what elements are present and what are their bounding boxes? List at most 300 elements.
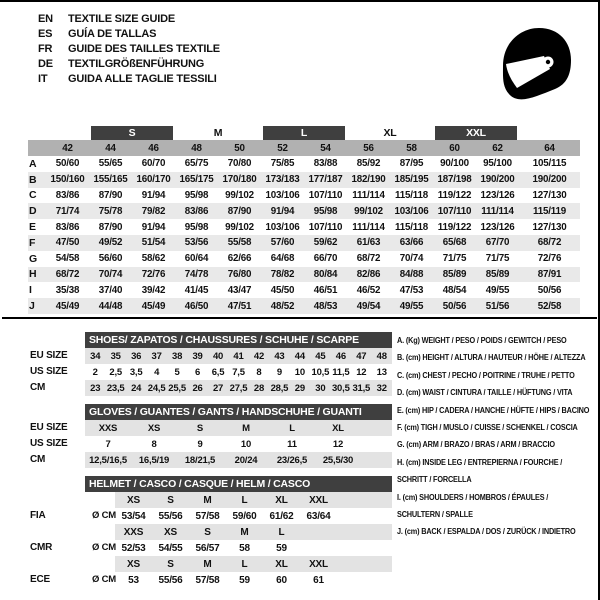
table-cell: S bbox=[196, 422, 204, 434]
table-cell: 34 bbox=[90, 350, 101, 362]
diameter-unit-label: Ø CM bbox=[92, 574, 117, 585]
table-cell: 111/114 bbox=[352, 189, 385, 201]
table-cell: 59 bbox=[239, 574, 250, 586]
table-cell: 9 bbox=[276, 366, 282, 378]
table-cell: 55/58 bbox=[227, 237, 252, 249]
language-title: GUÍA DE TALLAS bbox=[68, 28, 157, 40]
measurement-legend bbox=[397, 332, 588, 541]
table-cell: 48/54 bbox=[442, 284, 467, 296]
row-key: E bbox=[29, 221, 36, 234]
language-list bbox=[38, 12, 220, 87]
table-cell: 182/190 bbox=[351, 174, 386, 186]
legend-line: D. (cm) WAIST / CINTURA / TAILLE / HÜFTUNG / VITA bbox=[397, 387, 573, 398]
size-header-cell: XS bbox=[164, 526, 177, 538]
value-band bbox=[115, 508, 392, 524]
table-cell: 190/200 bbox=[480, 174, 515, 186]
table-cell: 30,5 bbox=[331, 382, 350, 394]
value-band bbox=[85, 364, 392, 380]
table-cell: 37 bbox=[151, 350, 162, 362]
row-key: J bbox=[29, 300, 35, 313]
table-cell: 53/56 bbox=[184, 237, 209, 249]
legend-item bbox=[397, 384, 588, 401]
value-band bbox=[85, 452, 392, 468]
language-code: ES bbox=[38, 28, 53, 40]
legend-item bbox=[397, 489, 588, 524]
table-cell: 91/94 bbox=[141, 189, 166, 201]
table-cell: 65/68 bbox=[442, 237, 467, 249]
row-label: CM bbox=[30, 454, 46, 465]
table-cell: 45/49 bbox=[141, 300, 166, 312]
size-header-cell: 56 bbox=[363, 142, 374, 154]
table-cell: 57/58 bbox=[195, 574, 220, 586]
table-cell: 61/63 bbox=[356, 237, 381, 249]
size-header-cell: 54 bbox=[320, 142, 331, 154]
table-row bbox=[0, 556, 600, 572]
table-cell: 54/55 bbox=[158, 542, 183, 554]
legend-item bbox=[397, 402, 588, 419]
table-cell: 36 bbox=[131, 350, 142, 362]
table-cell: 45/49 bbox=[55, 300, 80, 312]
table-cell: 51/54 bbox=[141, 237, 166, 249]
size-header-cell: L bbox=[241, 558, 248, 570]
table-cell: 47/53 bbox=[399, 284, 424, 296]
row-label: CMR bbox=[30, 542, 53, 553]
language-title: TEXTILGRÖßENFÜHRUNG bbox=[68, 58, 205, 70]
table-cell: 190/200 bbox=[532, 174, 567, 186]
row-label: EU SIZE bbox=[30, 350, 68, 361]
table-cell: 170/180 bbox=[222, 174, 257, 186]
table-cell: 150/160 bbox=[50, 174, 85, 186]
table-cell: 45 bbox=[315, 350, 326, 362]
textile-size-row bbox=[28, 140, 580, 156]
table-cell: 46/52 bbox=[356, 284, 381, 296]
language-code: EN bbox=[38, 13, 53, 25]
table-cell: 160/170 bbox=[136, 174, 171, 186]
table-cell: 60 bbox=[276, 574, 287, 586]
size-header-cell: XXL bbox=[309, 558, 328, 570]
table-cell: 115/118 bbox=[395, 189, 428, 201]
table-cell: 55/56 bbox=[158, 574, 183, 586]
legend-item bbox=[397, 436, 588, 453]
table-cell: 68/72 bbox=[537, 237, 562, 249]
table-cell: 119/122 bbox=[437, 221, 472, 233]
table-cell: 61/62 bbox=[269, 510, 294, 522]
row-key: I bbox=[29, 284, 32, 297]
table-cell: 72/76 bbox=[537, 253, 562, 265]
table-cell: 24 bbox=[131, 382, 142, 394]
table-cell: 67/70 bbox=[485, 237, 510, 249]
table-cell: 95/98 bbox=[313, 205, 338, 217]
size-group-label: XL bbox=[383, 127, 397, 139]
table-cell: 39 bbox=[192, 350, 203, 362]
language-row bbox=[38, 12, 220, 27]
table-cell: 105/115 bbox=[532, 158, 567, 170]
table-cell: 56/60 bbox=[98, 253, 123, 265]
value-band bbox=[115, 540, 392, 556]
table-cell: 127/130 bbox=[532, 189, 567, 201]
table-cell: 51/56 bbox=[485, 300, 510, 312]
table-cell: 83/86 bbox=[184, 205, 209, 217]
size-group-label: L bbox=[263, 126, 345, 140]
table-cell: 71/75 bbox=[442, 253, 467, 265]
table-cell: 2 bbox=[92, 366, 98, 378]
table-cell: 27 bbox=[212, 382, 224, 394]
table-cell: 66/70 bbox=[313, 253, 338, 265]
table-cell: 2,5 bbox=[109, 366, 122, 378]
table-cell: 16,5/19 bbox=[138, 454, 170, 466]
size-header-cell: M bbox=[240, 526, 249, 538]
table-cell: 29 bbox=[294, 382, 305, 394]
table-cell: 59 bbox=[276, 542, 287, 554]
value-band bbox=[85, 436, 392, 452]
table-cell: 78/82 bbox=[270, 268, 295, 280]
table-cell: 8 bbox=[151, 438, 157, 450]
group-spacer bbox=[28, 126, 89, 140]
shoes-table-title: SHOES/ ZAPATOS / CHAUSSURES / SCHUHE / SCARPE bbox=[85, 332, 392, 348]
table-cell: 49/54 bbox=[356, 300, 381, 312]
table-cell: 11 bbox=[287, 438, 297, 450]
table-cell: 83/86 bbox=[55, 189, 80, 201]
table-cell: 57/58 bbox=[195, 510, 220, 522]
language-row bbox=[38, 42, 220, 57]
table-cell: 49/52 bbox=[98, 237, 123, 249]
size-header-cell: XL bbox=[275, 558, 288, 570]
diameter-unit-label: Ø CM bbox=[92, 542, 117, 553]
row-key: D bbox=[29, 205, 37, 218]
language-title: GUIDE DES TAILLES TEXTILE bbox=[68, 43, 220, 55]
table-cell: 99/102 bbox=[354, 205, 383, 217]
row-key: H bbox=[29, 268, 37, 281]
table-cell: 75/78 bbox=[98, 205, 123, 217]
table-cell: 39/42 bbox=[141, 284, 166, 296]
table-cell: 90/100 bbox=[440, 158, 469, 170]
table-cell: 59/62 bbox=[313, 237, 338, 249]
table-cell: 38 bbox=[172, 350, 183, 362]
table-cell: 35 bbox=[110, 350, 121, 362]
size-header-cell: 50 bbox=[234, 142, 245, 154]
table-cell: 53 bbox=[128, 574, 139, 586]
table-cell: 115/119 bbox=[533, 205, 566, 217]
group-spacer bbox=[519, 126, 580, 140]
table-cell: 87/95 bbox=[399, 158, 424, 170]
table-row bbox=[0, 540, 600, 556]
table-cell: L bbox=[289, 422, 295, 434]
value-band bbox=[85, 380, 392, 396]
table-cell: 123/126 bbox=[480, 221, 515, 233]
table-cell: 87/91 bbox=[537, 268, 562, 280]
table-cell: 50/56 bbox=[442, 300, 467, 312]
table-cell: 23/26,5 bbox=[276, 454, 308, 466]
legend-line: H. (cm) INSIDE LEG / ENTREPIERNA / FOURCHE / bbox=[397, 456, 563, 467]
row-key: A bbox=[29, 157, 37, 170]
table-cell: 185/195 bbox=[394, 174, 429, 186]
table-cell: 82/86 bbox=[356, 268, 381, 280]
table-row bbox=[28, 156, 580, 172]
table-row bbox=[0, 572, 600, 588]
table-cell: 68/72 bbox=[356, 253, 381, 265]
table-cell: 47/51 bbox=[227, 300, 252, 312]
table-cell: 10 bbox=[240, 438, 252, 450]
textile-body bbox=[28, 156, 580, 314]
language-code: DE bbox=[38, 58, 53, 70]
table-cell: 42 bbox=[253, 350, 265, 362]
size-header-cell: 48 bbox=[191, 142, 202, 154]
table-row bbox=[28, 282, 580, 298]
legend-item bbox=[397, 367, 588, 384]
table-cell: 75/85 bbox=[270, 158, 295, 170]
table-cell: 40 bbox=[212, 350, 224, 362]
size-header-cell: XS bbox=[127, 558, 140, 570]
table-cell: 44/48 bbox=[98, 300, 123, 312]
row-label: EU SIZE bbox=[30, 422, 68, 433]
size-group-label: XXL bbox=[435, 126, 517, 140]
table-cell: 173/183 bbox=[265, 174, 300, 186]
table-cell: 45/50 bbox=[270, 284, 295, 296]
size-header-cell: S bbox=[204, 526, 211, 538]
table-cell: 177/187 bbox=[308, 174, 343, 186]
legend-line: I. (cm) SHOULDERS / HOMBROS / ÉPAULES / bbox=[397, 491, 549, 502]
table-cell: 56/57 bbox=[195, 542, 220, 554]
size-header-cell: 52 bbox=[277, 142, 288, 154]
row-key: C bbox=[29, 189, 37, 202]
table-cell: 27,5 bbox=[229, 382, 248, 394]
table-cell: 119/122 bbox=[437, 189, 472, 201]
table-cell: 103/106 bbox=[265, 189, 300, 201]
table-cell: 23,5 bbox=[106, 382, 125, 394]
table-cell: 5 bbox=[174, 366, 180, 378]
size-header-cell: 42 bbox=[62, 142, 73, 154]
table-cell: 71/74 bbox=[55, 205, 80, 217]
table-cell: 7,5 bbox=[232, 366, 245, 378]
table-cell: 111/114 bbox=[352, 221, 385, 233]
table-row bbox=[28, 251, 580, 267]
language-title: TEXTILE SIZE GUIDE bbox=[68, 13, 176, 25]
table-cell: 50/60 bbox=[55, 158, 80, 170]
table-cell: 72/76 bbox=[141, 268, 166, 280]
legend-line: A. (Kg) WEIGHT / PESO / POIDS / GEWITCH / PESO bbox=[397, 335, 567, 345]
table-cell: 49/55 bbox=[485, 284, 510, 296]
size-header-cell: S bbox=[167, 558, 174, 570]
table-cell: 71/75 bbox=[485, 253, 510, 265]
table-cell: 37/40 bbox=[98, 284, 123, 296]
table-cell: 25,5/30 bbox=[322, 454, 354, 466]
table-cell: 12 bbox=[332, 438, 344, 450]
textile-group-row bbox=[28, 126, 580, 140]
size-band bbox=[115, 524, 392, 540]
table-cell: 95/98 bbox=[184, 221, 209, 233]
table-cell: 70/74 bbox=[399, 253, 424, 265]
size-header-cell: 60 bbox=[449, 142, 460, 154]
size-header-cell: L bbox=[241, 494, 248, 506]
size-header-cell: 62 bbox=[492, 142, 503, 154]
table-cell: 103/106 bbox=[265, 221, 300, 233]
table-cell: 91/94 bbox=[141, 221, 166, 233]
legend-line: B. (cm) HEIGHT / ALTURA / HAUTEUR / HÖHE / ALTEZZA bbox=[397, 352, 586, 363]
table-cell: 70/80 bbox=[227, 158, 252, 170]
table-cell: 28 bbox=[253, 382, 265, 394]
table-cell: 84/88 bbox=[399, 268, 424, 280]
table-cell: 62/66 bbox=[227, 253, 252, 265]
size-header-cell: L bbox=[278, 526, 285, 538]
table-cell: 87/90 bbox=[227, 205, 252, 217]
size-header-cell: 44 bbox=[105, 142, 116, 154]
table-cell: 7 bbox=[105, 438, 111, 450]
table-cell: 48/52 bbox=[270, 300, 295, 312]
textile-size-table bbox=[28, 126, 580, 314]
language-code: FR bbox=[38, 43, 53, 55]
table-cell: 48/53 bbox=[313, 300, 338, 312]
table-cell: 187/198 bbox=[437, 174, 472, 186]
value-band bbox=[85, 348, 392, 364]
table-cell: 35/38 bbox=[55, 284, 80, 296]
section-divider bbox=[2, 317, 597, 319]
table-cell: 115/118 bbox=[395, 221, 428, 233]
table-row bbox=[28, 235, 580, 251]
table-cell: 30 bbox=[315, 382, 326, 394]
value-band bbox=[115, 572, 392, 588]
row-key: B bbox=[29, 173, 37, 186]
table-cell: 85/89 bbox=[485, 268, 510, 280]
table-cell: 58/62 bbox=[141, 253, 166, 265]
table-cell: 32 bbox=[376, 382, 387, 394]
table-cell: 61 bbox=[313, 574, 324, 586]
table-cell: 46/51 bbox=[313, 284, 338, 296]
language-row bbox=[38, 27, 220, 42]
size-header-cell: S bbox=[167, 494, 174, 506]
table-cell: 99/102 bbox=[225, 221, 254, 233]
table-row bbox=[28, 188, 580, 204]
table-cell: 83/86 bbox=[55, 221, 80, 233]
table-cell: 9 bbox=[197, 438, 203, 450]
table-cell: 65/75 bbox=[184, 158, 209, 170]
table-cell: XS bbox=[147, 422, 161, 434]
table-cell: 76/80 bbox=[227, 268, 252, 280]
size-group-label: M bbox=[213, 127, 223, 139]
table-cell: 6,5 bbox=[211, 366, 225, 378]
legend-line: J. (cm) BACK / ESPALDA / DOS / ZURÜCK / INDIETRO bbox=[397, 526, 576, 537]
language-title: GUIDA ALLE TAGLIE TESSILI bbox=[68, 73, 217, 85]
table-cell: 55/65 bbox=[98, 158, 123, 170]
legend-item bbox=[397, 454, 588, 489]
table-cell: 43/47 bbox=[227, 284, 252, 296]
table-cell: 107/110 bbox=[308, 189, 343, 201]
table-cell: 95/98 bbox=[184, 189, 209, 201]
table-cell: 10 bbox=[294, 366, 305, 378]
size-group-label: S bbox=[91, 126, 173, 140]
legend-item bbox=[397, 349, 588, 366]
table-cell: 58 bbox=[239, 542, 250, 554]
table-cell: 4 bbox=[154, 366, 160, 378]
table-cell: M bbox=[242, 422, 250, 434]
legend-line: E. (cm) HIP / CADERA / HANCHE / HÜFTE / HIPS / BACINO bbox=[397, 404, 590, 415]
table-row bbox=[28, 267, 580, 283]
table-cell: 24,5 bbox=[147, 382, 166, 394]
table-cell: 28,5 bbox=[270, 382, 289, 394]
table-cell: 52/53 bbox=[121, 542, 146, 554]
table-cell: 95/100 bbox=[483, 158, 512, 170]
language-code: IT bbox=[38, 73, 48, 85]
table-cell: 53/54 bbox=[121, 510, 146, 522]
size-header-cell: 46 bbox=[148, 142, 159, 154]
table-cell: 12,5/16,5 bbox=[89, 454, 127, 466]
legend-item bbox=[397, 523, 588, 540]
row-key: G bbox=[29, 252, 37, 265]
table-cell: 64/68 bbox=[270, 253, 295, 265]
row-label: ECE bbox=[30, 574, 50, 585]
table-cell: 48 bbox=[376, 350, 387, 362]
legend-item bbox=[397, 332, 588, 349]
legend-line: G. (cm) ARM / BRAZO / BRAS / ARM / BRACCIO bbox=[397, 439, 555, 450]
table-cell: 41/45 bbox=[184, 284, 209, 296]
value-band bbox=[85, 420, 392, 436]
row-label: FIA bbox=[30, 510, 46, 521]
table-cell: XL bbox=[332, 422, 344, 434]
table-cell: 11,5 bbox=[332, 366, 350, 378]
table-cell: 47 bbox=[356, 350, 367, 362]
language-row bbox=[38, 72, 220, 87]
table-cell: 20/24 bbox=[234, 454, 258, 466]
table-row bbox=[28, 203, 580, 219]
size-header-cell: XL bbox=[275, 494, 288, 506]
table-cell: 55/56 bbox=[158, 510, 183, 522]
table-cell: 57/60 bbox=[270, 237, 295, 249]
table-cell: 26 bbox=[192, 382, 203, 394]
size-header-cell: M bbox=[203, 558, 212, 570]
table-cell: 79/82 bbox=[141, 205, 166, 217]
table-cell: 85/89 bbox=[442, 268, 467, 280]
table-row bbox=[28, 219, 580, 235]
table-cell: 83/88 bbox=[313, 158, 338, 170]
legend-line: F. (cm) TIGH / MUSLO / CUISSE / SCHENKEL / COSCIA bbox=[397, 422, 578, 433]
table-cell: 31,5 bbox=[352, 382, 371, 394]
table-cell: 85/92 bbox=[356, 158, 381, 170]
row-label: CM bbox=[30, 382, 46, 393]
table-cell: 54/58 bbox=[55, 253, 80, 265]
table-cell: 23 bbox=[90, 382, 101, 394]
table-cell: 13 bbox=[376, 366, 387, 378]
table-cell: XXS bbox=[98, 422, 118, 434]
legend-line: SCHRITT / FORCELLA bbox=[397, 474, 472, 485]
table-cell: 63/64 bbox=[306, 510, 331, 522]
table-cell: 87/90 bbox=[98, 221, 123, 233]
table-cell: 43 bbox=[274, 350, 285, 362]
table-cell: 46 bbox=[335, 350, 346, 362]
table-cell: 70/74 bbox=[98, 268, 123, 280]
table-cell: 107/110 bbox=[308, 221, 343, 233]
legend-item bbox=[397, 419, 588, 436]
diameter-unit-label: Ø CM bbox=[92, 510, 117, 521]
table-cell: 63/66 bbox=[399, 237, 424, 249]
table-cell: 127/130 bbox=[532, 221, 567, 233]
table-cell: 60/70 bbox=[141, 158, 166, 170]
legend-line: SCHULTERN / SPALLE bbox=[397, 509, 473, 520]
table-cell: 52/58 bbox=[537, 300, 562, 312]
table-cell: 74/78 bbox=[184, 268, 209, 280]
table-cell: 10,5 bbox=[311, 366, 330, 378]
table-cell: 111/114 bbox=[481, 205, 514, 217]
table-cell: 60/64 bbox=[184, 253, 209, 265]
table-cell: 123/126 bbox=[480, 189, 515, 201]
table-row bbox=[28, 298, 580, 314]
table-cell: 44 bbox=[294, 350, 305, 362]
table-cell: 50/56 bbox=[537, 284, 562, 296]
legend-line: C. (cm) CHEST / PECHO / POITRINE / TRUHE / PETTO bbox=[397, 369, 575, 380]
table-cell: 155/165 bbox=[93, 174, 128, 186]
table-cell: 47/50 bbox=[55, 237, 80, 249]
table-cell: 68/72 bbox=[55, 268, 80, 280]
table-cell: 87/90 bbox=[98, 189, 123, 201]
table-cell: 6 bbox=[195, 366, 201, 378]
